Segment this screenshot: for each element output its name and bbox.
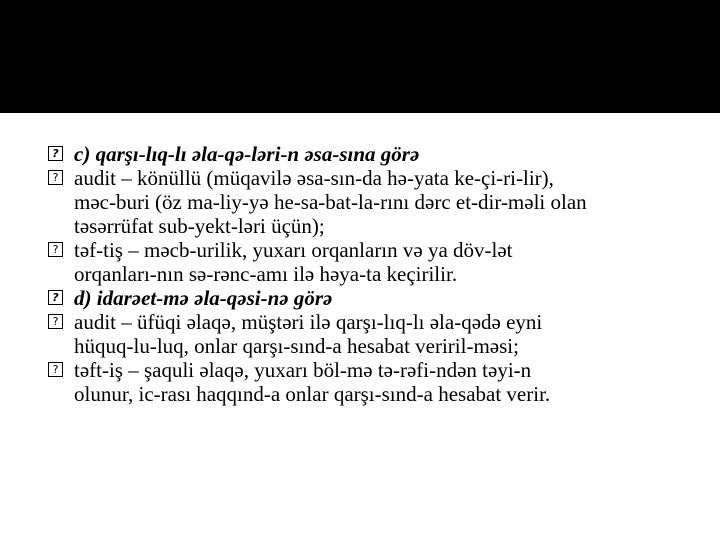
list-item-line: təf-tiş – məcb-urilik, yuxarı orqanların və ya döv-lət — [74, 238, 513, 262]
list-item-audit-c — [48, 166, 720, 238]
bullet-list — [48, 142, 720, 406]
list-item-line: olunur, ic-rası haqqınd-a onlar qarşı-sınd-a hesabat verir. — [74, 382, 551, 406]
list-item-teftish-c — [48, 238, 720, 286]
bullet-icon — [48, 314, 63, 329]
bullet-icon — [48, 290, 63, 305]
list-item-heading-d — [48, 286, 720, 310]
list-item-line: audit – könüllü (müqavilə əsa-sın-da hə-yata ke-çi-ri-lir), — [74, 166, 554, 190]
list-item-line: orqanları-nın sə-rənc-amı ilə həya-ta keçirilir. — [74, 262, 458, 286]
list-item-line: məc-buri (öz ma-liy-yə he-sa-bat-la-rını dərc et-dir-məli olan — [74, 190, 587, 214]
list-item-heading-c — [48, 142, 720, 166]
bullet-icon — [48, 146, 63, 161]
list-item-text: c) qarşı-lıq-lı əla-qə-ləri-n əsa-sına görə — [74, 142, 420, 166]
list-item-line: hüquq-lu-luq, onlar qarşı-sınd-a hesabat veriril-məsi; — [74, 334, 519, 358]
list-item-text: d) idarəet-mə əla-qəsi-nə görə — [74, 286, 333, 310]
list-item-line: təsərrüfat sub-yekt-ləri üçün); — [74, 214, 325, 238]
list-item-audit-d — [48, 310, 720, 358]
list-item-line: təft-iş – şaquli əlaqə, yuxarı böl-mə tə-rəfi-ndən təyi-n — [74, 358, 532, 382]
list-item-line: audit – üfüqi əlaqə, müştəri ilə qarşı-lıq-lı əla-qədə eyni — [74, 310, 543, 334]
title-bar-black — [0, 0, 720, 113]
bullet-icon — [48, 362, 63, 377]
bullet-icon — [48, 242, 63, 257]
list-item-teftish-d — [48, 358, 720, 406]
bullet-icon — [48, 170, 63, 185]
